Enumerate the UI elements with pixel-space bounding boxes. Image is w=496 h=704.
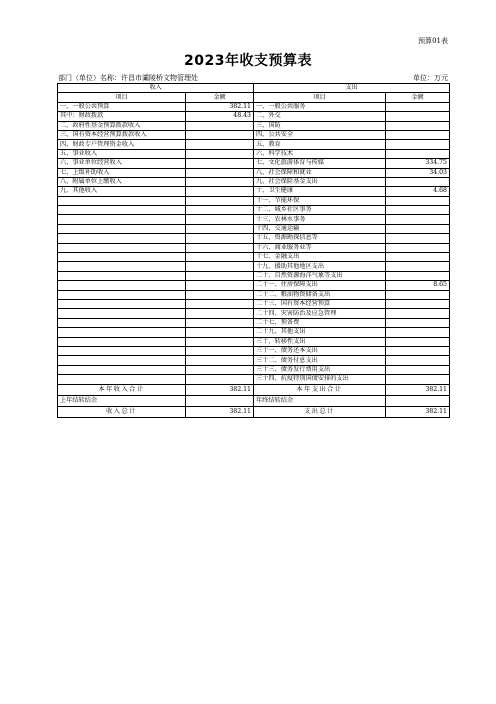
expense-item-cell: 十六、商业服务业等: [254, 243, 386, 252]
income-total-label: 收入总计: [58, 406, 186, 417]
expense-item-cell: 十九、援助其他地区支出: [254, 262, 386, 271]
expense-item-cell: 二、外交: [254, 112, 386, 121]
expense-item-cell: 二十四、灾害防治及应急管理: [254, 309, 386, 318]
carry-over-expense-amount: [386, 395, 450, 406]
expense-total-label: 支出总计: [254, 406, 386, 417]
income-amount-cell: [186, 346, 254, 355]
income-amount-cell: [186, 281, 254, 290]
income-amount-cell: [186, 243, 254, 252]
expense-item-cell: 三十三、债务发行费用支出: [254, 365, 386, 374]
income-item-cell: [58, 206, 186, 215]
expense-item-cell: 九、社会保险基金支出: [254, 177, 386, 186]
expense-amount-cell: [386, 177, 450, 186]
expense-item-cell: 一、一般公共服务: [254, 102, 386, 111]
expense-amount-cell: [386, 253, 450, 262]
expense-amount-cell: [386, 206, 450, 215]
income-item-cell: [58, 309, 186, 318]
table-row: [58, 365, 450, 374]
expense-amount-cell: [386, 196, 450, 205]
income-item-cell: [58, 346, 186, 355]
table-row: [58, 243, 450, 252]
income-amount-cell: 382.11: [186, 102, 254, 111]
expense-amount-cell: [386, 234, 450, 243]
expense-amount-cell: [386, 365, 450, 374]
expense-item-cell: 三十二、债务付息支出: [254, 356, 386, 365]
expense-item-cell: 二十一、住房保障支出: [254, 281, 386, 290]
income-amount-cell: [186, 299, 254, 308]
table-row: [58, 112, 450, 121]
income-amount-cell: [186, 224, 254, 233]
expense-total-amount: 382.11: [386, 406, 450, 417]
table-row: [58, 375, 450, 384]
page-title: 2023年收支预算表: [184, 53, 312, 69]
table-row: [58, 206, 450, 215]
income-amount-cell: [186, 271, 254, 280]
table-row: [58, 121, 450, 130]
table-row: [58, 168, 450, 177]
table-row: [58, 149, 450, 158]
expense-item-cell: 十一、节能环保: [254, 196, 386, 205]
income-item-cell: [58, 271, 186, 280]
table-row: [58, 337, 450, 346]
expense-item-cell: 二十二、粮油物资储备支出: [254, 290, 386, 299]
income-item-cell: [58, 234, 186, 243]
expense-item-cell: 二十三、国有资本经营预算: [254, 299, 386, 308]
income-item-cell: 八、附属单位上缴收入: [58, 177, 186, 186]
table-row: [58, 318, 450, 327]
unit-label: 单位：万元: [413, 74, 448, 82]
expense-item-cell: 十七、金融支出: [254, 253, 386, 262]
budget-table: [57, 83, 450, 418]
expense-amount-cell: [386, 121, 450, 130]
expense-item-cell: 七、文化旅游体育与传媒: [254, 159, 386, 168]
income-amount-cell: [186, 215, 254, 224]
expense-amount-cell: [386, 224, 450, 233]
expense-item-cell: 三十四、抗疫特别国债安排的支出: [254, 375, 386, 384]
expense-item-cell: 五、教育: [254, 140, 386, 149]
table-row: [58, 159, 450, 168]
income-amount-cell: [186, 337, 254, 346]
income-amount-cell: [186, 262, 254, 271]
expense-amount-cell: 334.75: [386, 159, 450, 168]
carry-over-income-label: 上年结转结余: [58, 395, 186, 406]
expense-header: 支出: [254, 84, 450, 93]
income-item-cell: 四、财政专户管理资金收入: [58, 140, 186, 149]
income-amount-cell: [186, 196, 254, 205]
income-amount-cell: [186, 149, 254, 158]
expense-item-cell: 四、公共安全: [254, 130, 386, 139]
table-row: [58, 253, 450, 262]
table-row: [58, 299, 450, 308]
expense-amount-cell: [386, 149, 450, 158]
income-item-cell: [58, 365, 186, 374]
income-item-cell: [58, 328, 186, 337]
expense-amount-cell: [386, 290, 450, 299]
income-amount-cell: [186, 309, 254, 318]
table-row: [58, 281, 450, 290]
expense-item-cell: 十四、交通运输: [254, 224, 386, 233]
income-amount-cell: [186, 234, 254, 243]
table-row: [58, 102, 450, 111]
expense-amount-cell: [386, 328, 450, 337]
income-item-cell: [58, 356, 186, 365]
carry-over-income-amount: [186, 395, 254, 406]
income-item-cell: [58, 337, 186, 346]
income-amount-cell: [186, 177, 254, 186]
income-item-cell: 二、政府性基金预算拨款收入: [58, 121, 186, 130]
expense-item-cell: 八、社会保障和就业: [254, 168, 386, 177]
expense-amount-cell: [386, 299, 450, 308]
form-number: 预算01表: [418, 37, 448, 45]
income-amount-cell: [186, 206, 254, 215]
table-row: [58, 356, 450, 365]
income-amount-cell: [186, 187, 254, 196]
income-amount-cell: [186, 168, 254, 177]
table-row: [58, 328, 450, 337]
expense-item-cell: 三十、转移性支出: [254, 337, 386, 346]
table-row: [58, 309, 450, 318]
income-amount-cell: [186, 140, 254, 149]
income-item-cell: [58, 196, 186, 205]
expense-amount-cell: [386, 356, 450, 365]
expense-amount-cell: [386, 309, 450, 318]
income-amount-cell: [186, 318, 254, 327]
income-item-cell: 五、事业收入: [58, 149, 186, 158]
income-item-cell: [58, 262, 186, 271]
expense-amount-cell: [386, 243, 450, 252]
expense-item-cell: 十三、农林水事务: [254, 215, 386, 224]
expense-amount-cell: [386, 271, 450, 280]
expense-amount-cell: [386, 140, 450, 149]
income-item-cell: [58, 243, 186, 252]
income-item-cell: [58, 375, 186, 384]
income-item-cell: 九、其他收入: [58, 187, 186, 196]
income-amount-cell: [186, 290, 254, 299]
income-amount-cell: [186, 365, 254, 374]
department-label: 部门（单位）名称：许昌市灞陵桥文物管理处: [58, 74, 198, 82]
income-amount-cell: [186, 130, 254, 139]
expense-item-cell: 二十九、其他支出: [254, 328, 386, 337]
expense-amount-cell: [386, 130, 450, 139]
expense-item-header: 项目: [254, 93, 386, 102]
income-amount-cell: 48.43: [186, 112, 254, 121]
income-amount-cell: [186, 253, 254, 262]
expense-item-cell: 六、科学技术: [254, 149, 386, 158]
expense-amount-cell: [386, 262, 450, 271]
expense-amount-cell: 4.68: [386, 187, 450, 196]
table-row: [58, 187, 450, 196]
income-amount-cell: [186, 121, 254, 130]
income-total-amount: 382.11: [186, 406, 254, 417]
table-row: [58, 196, 450, 205]
table-row: [58, 215, 450, 224]
expense-amount-header: 金额: [386, 93, 450, 102]
table-row: [58, 271, 450, 280]
income-item-cell: 七、上级补助收入: [58, 168, 186, 177]
income-amount-cell: [186, 375, 254, 384]
expense-item-cell: 十五、资源勘探信息等: [254, 234, 386, 243]
income-item-cell: [58, 318, 186, 327]
income-header: 收入: [58, 84, 254, 93]
table-row: [58, 290, 450, 299]
income-amount-cell: [186, 328, 254, 337]
table-row: [58, 262, 450, 271]
expense-amount-cell: [386, 215, 450, 224]
expense-item-cell: 三、国防: [254, 121, 386, 130]
expense-amount-cell: [386, 102, 450, 111]
income-amount-cell: [186, 356, 254, 365]
year-expense-label: 本年支出合计: [254, 384, 386, 395]
table-row: [58, 234, 450, 243]
year-income-amount: 382.11: [186, 384, 254, 395]
table-row: [58, 130, 450, 139]
expense-amount-cell: [386, 337, 450, 346]
expense-amount-cell: 34.03: [386, 168, 450, 177]
expense-amount-cell: [386, 112, 450, 121]
expense-item-cell: 二十、自然资源海洋气象等支出: [254, 271, 386, 280]
income-item-cell: 六、事业单位经营收入: [58, 159, 186, 168]
expense-item-cell: 十二、城乡社区事务: [254, 206, 386, 215]
expense-item-cell: 二十七、预备费: [254, 318, 386, 327]
table-row: [58, 177, 450, 186]
table-row: [58, 346, 450, 355]
expense-amount-cell: [386, 375, 450, 384]
table-row: [58, 224, 450, 233]
expense-item-cell: 三十一、债务还本支出: [254, 346, 386, 355]
expense-amount-cell: 8.65: [386, 281, 450, 290]
income-item-header: 项目: [58, 93, 186, 102]
expense-amount-cell: [386, 318, 450, 327]
income-item-cell: [58, 253, 186, 262]
income-item-cell: [58, 224, 186, 233]
year-income-label: 本年收入合计: [58, 384, 186, 395]
income-item-cell: [58, 290, 186, 299]
income-item-cell: [58, 215, 186, 224]
expense-item-cell: 十、卫生健康: [254, 187, 386, 196]
year-expense-amount: 382.11: [386, 384, 450, 395]
table-row: [58, 140, 450, 149]
income-item-cell: 一、一般公共预算: [58, 102, 186, 111]
income-item-cell: 其中：财政拨款: [58, 112, 186, 121]
income-item-cell: [58, 299, 186, 308]
income-amount-header: 金额: [186, 93, 254, 102]
income-amount-cell: [186, 159, 254, 168]
carry-over-expense-label: 年终结转结余: [254, 395, 386, 406]
expense-amount-cell: [386, 346, 450, 355]
income-item-cell: [58, 281, 186, 290]
income-item-cell: 三、国有资本经营预算拨款收入: [58, 130, 186, 139]
